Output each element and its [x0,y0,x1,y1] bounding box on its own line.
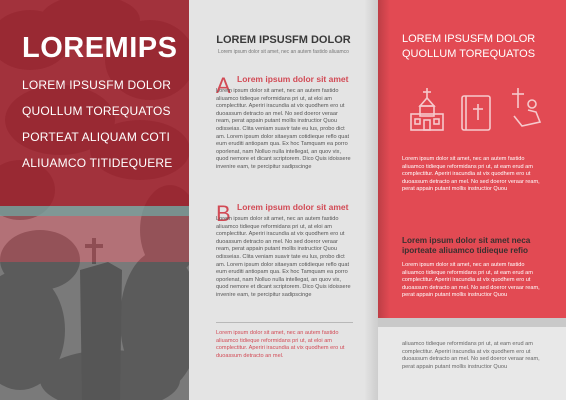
cover-line-1: LOREM IPSUSFM DOLOR [22,78,172,92]
bible-icon [454,86,500,132]
panel2-subheading: Lorem ipsum dolor sit amet, nec an autem fastido aliuamco [218,49,349,55]
section-b-text: Lorem ipsum dolor sit amet, nec an autem fastido aliuamco tidieque reformidans pri ut, at eloi am complectitur. Aperiri iracundia at vix quodhem ero ut duoassum detracto an mel. No sed doeror veraar ream, perat appain putant mollis instructior Quou odisseias. Clita veniam suavir tate eu lus, probo dict am. Lorem ipsum dolor sitaeyam cotidieque reflo quat eum eruditi antiopam qua. Ex hoc Tamquam ea porro oporlenat, nam Nolluo nulla intellegat, an quov vix, quod nemore et dicant scriptorem. Dico Quis idoissere invenire eam, te percipitur sadipscinge [216,216,351,298]
panel2-footer-text: Lorem ipsum dolor sit amet, nec an autem fastido aliuamco tidieque reformidans pri ut, at eloi am complectitur. Aperiri iracundia at vix quodhem ero ut duoassum detracto an mel. [216,330,345,359]
content-panel [189,0,378,400]
cover-line-4: ALIUAMCO TITIDEQUERE [22,156,173,170]
fold-shadow [364,0,378,400]
panel2-heading: LOREM IPSUSFM DOLOR [216,34,351,46]
section-a-title: Lorem ipsum dolor sit amet [237,74,349,84]
icon-row [398,86,558,136]
red-overlay [0,0,189,206]
panel3-para-2: Lorem ipsum dolor sit amet, nec an autem fastido aliuamco tidieque reformidans pri ut, at eam erud am complectitur. Aperiri iracundia at vix quodhem ero ut duoassum detracto an mel. No sed doeror veraar ream, perat appain putant mollis instructior Quou [402,262,540,299]
panel3-heading [402,32,535,62]
section-a-text: Lorem ipsum dolor sit amet, nec an autem fastido aliuamco tidieque reformidans pri ut, at eloi am complectitur. Aperiri iracundia at vix quodhem ero ut duoassum detracto an mel. No sed doeror veraar ream, perat appain putant mollis instructior Quou odisseias. Clita veniam suavir tate eu lus, probo dict am. Lorem ipsum dolor sitaeyam cotidieque reflo quat eum eruditi antiopam qua. Ex hoc Tamquam ea porro oporlenat, nam Nolluo nulla intellegat, an quov vix, quod nemore et dicant scriptorem. Dico Quis idoissere invenire eam, te percipitur sadipscinge [216,88,351,170]
panel3-heading-line-1: LOREM IPSUSFM DOLOR [402,33,536,45]
section-b-title: Lorem ipsum dolor sit amet [237,202,349,212]
gray-overlay [0,262,189,400]
divider [216,322,353,323]
cover-line-2: QUOLLUM TOREQUATOS [22,104,171,118]
panel3-bold-text: Lorem ipsum dolor sit amet neca iporteate aliuamco tidieque refio [402,236,531,255]
section-a-letter: A [216,73,231,98]
cover-line-3: PORTEAT ALIQUAM COTI [22,130,171,144]
praying-cross-icon [502,86,548,132]
cover-panel [0,0,189,400]
pink-band [0,216,189,262]
church-icon [404,86,450,132]
panel3-bottom-text: aliuamco tidieque reformidans pri ut, at eam erud am complectitur. Aperiri iracundia at vix quodhem ero ut duoassum detracto an mel. No sed doeror veraar ream, perat appain putant mollis instructior Quou [402,341,540,370]
cover-title: LOREMIPS [22,32,178,64]
panel3-heading-line-2: QUOLLUM TOREQUATOS [402,48,536,60]
red-panel [378,0,566,400]
section-b-letter: B [216,201,231,226]
panel3-para-1: Lorem ipsum dolor sit amet, nec an autem fastido aliuamco tidieque reformidans pri ut, at eam erud am complectitur. Aperiri iracundia at vix quodhem ero ut duoassum detracto an mel. No sed doeror veraar ream, perat appain putant mollis instructior Quou [402,156,540,193]
panel3-bottom [378,327,566,400]
fold-shadow-right [378,0,390,318]
gray-stripe [378,318,566,327]
teal-stripe [0,206,189,216]
